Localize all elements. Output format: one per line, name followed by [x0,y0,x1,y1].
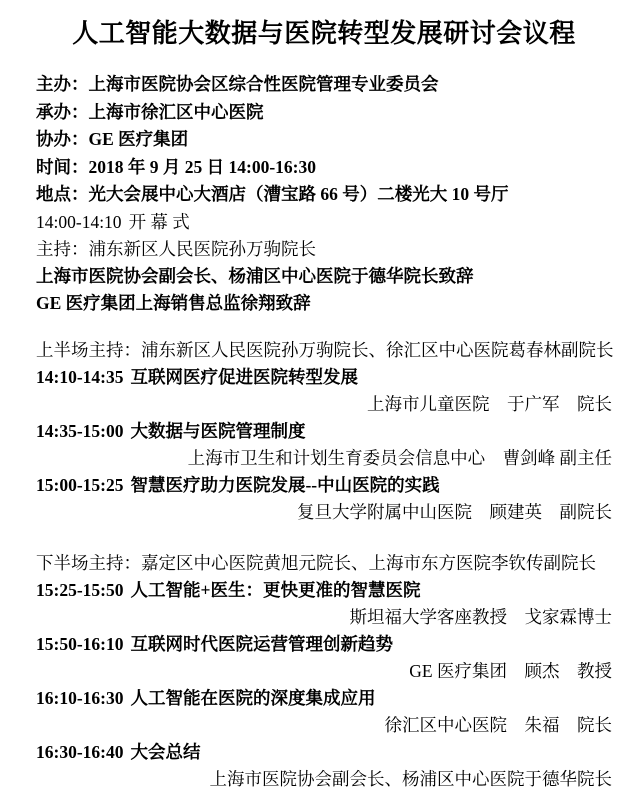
closing-time: 16:30-16:40 [36,741,124,762]
session-speaker-line: GE 医疗集团 顾杰 教授 [409,660,612,681]
session-time: 16:10-16:30 [36,687,124,708]
session-row [36,364,612,391]
session-time: 14:35-15:00 [36,420,124,441]
first-half-section [36,337,612,526]
session-title: 智慧医疗助力医院发展--中山医院的实践 [130,474,440,495]
session-title: 互联网时代医院运营管理创新趋势 [130,633,393,654]
closing-row [36,739,612,766]
session-row [36,472,612,499]
session-title: 互联网医疗促进医院转型发展 [130,366,358,387]
session-row [36,577,612,604]
session-time: 15:00-15:25 [36,474,124,495]
session-speaker-line: 斯坦福大学客座教授 戈家霖博士 [349,606,612,627]
session-speaker-line: 复旦大学附属中山医院 顾建英 副院长 [297,501,612,522]
session-row [36,631,612,658]
event-time-line: 时间：2018 年 9 月 25 日 14:00-16:30 [36,156,316,177]
opening-ceremony-label: 开 幕 式 [128,211,190,232]
opening-speech-line-1: 上海市医院协会副会长、杨浦区中心医院于德华院长致辞 [36,265,474,286]
opening-ceremony-row [36,209,612,236]
event-info-block [36,71,612,209]
opening-speech-line-2: GE 医疗集团上海销售总监徐翔致辞 [36,292,311,313]
session-time: 14:10-14:35 [36,366,124,387]
session-row [36,685,612,712]
session-time: 15:25-15:50 [36,579,124,600]
session-speaker-line: 上海市卫生和计划生育委员会信息中心 曹剑峰 副主任 [187,447,612,468]
closing-speaker-line: 上海市医院协会副会长、杨浦区中心医院于德华院长 [209,768,612,789]
host-organizer-line: 主办：上海市医院协会区综合性医院管理专业委员会 [36,74,439,94]
opening-section [36,209,612,317]
session-title: 人工智能在医院的深度集成应用 [130,687,376,708]
closing-title: 大会总结 [130,741,201,762]
second-half-section [36,550,612,739]
co-organizer-line: 协办：GE 医疗集团 [36,129,189,149]
first-half-host-line: 上半场主持：浦东新区人民医院孙万驹院长、徐汇区中心医院葛春林副院长 [36,339,614,360]
opening-host-line: 主持：浦东新区人民医院孙万驹院长 [36,238,316,259]
session-title: 大数据与医院管理制度 [130,420,306,441]
opening-time: 14:00-14:10 [36,211,122,232]
session-speaker-line: 上海市儿童医院 于广军 院长 [367,393,612,414]
session-row [36,418,612,445]
event-venue-line: 地点：光大会展中心大酒店（漕宝路 66 号）二楼光大 10 号厅 [36,184,509,204]
session-time: 15:50-16:10 [36,633,124,654]
second-half-host-line: 下半场主持：嘉定区中心医院黄旭元院长、上海市东方医院李钦传副院长 [36,552,596,573]
session-speaker-line: 徐汇区中心医院 朱福 院长 [384,714,612,735]
document-title: 人工智能大数据与医院转型发展研讨会议程 [72,19,576,48]
session-title: 人工智能+医生：更快更准的智慧医院 [130,579,421,600]
closing-section [36,739,612,793]
undertaker-line: 承办：上海市徐汇区中心医院 [36,101,264,122]
